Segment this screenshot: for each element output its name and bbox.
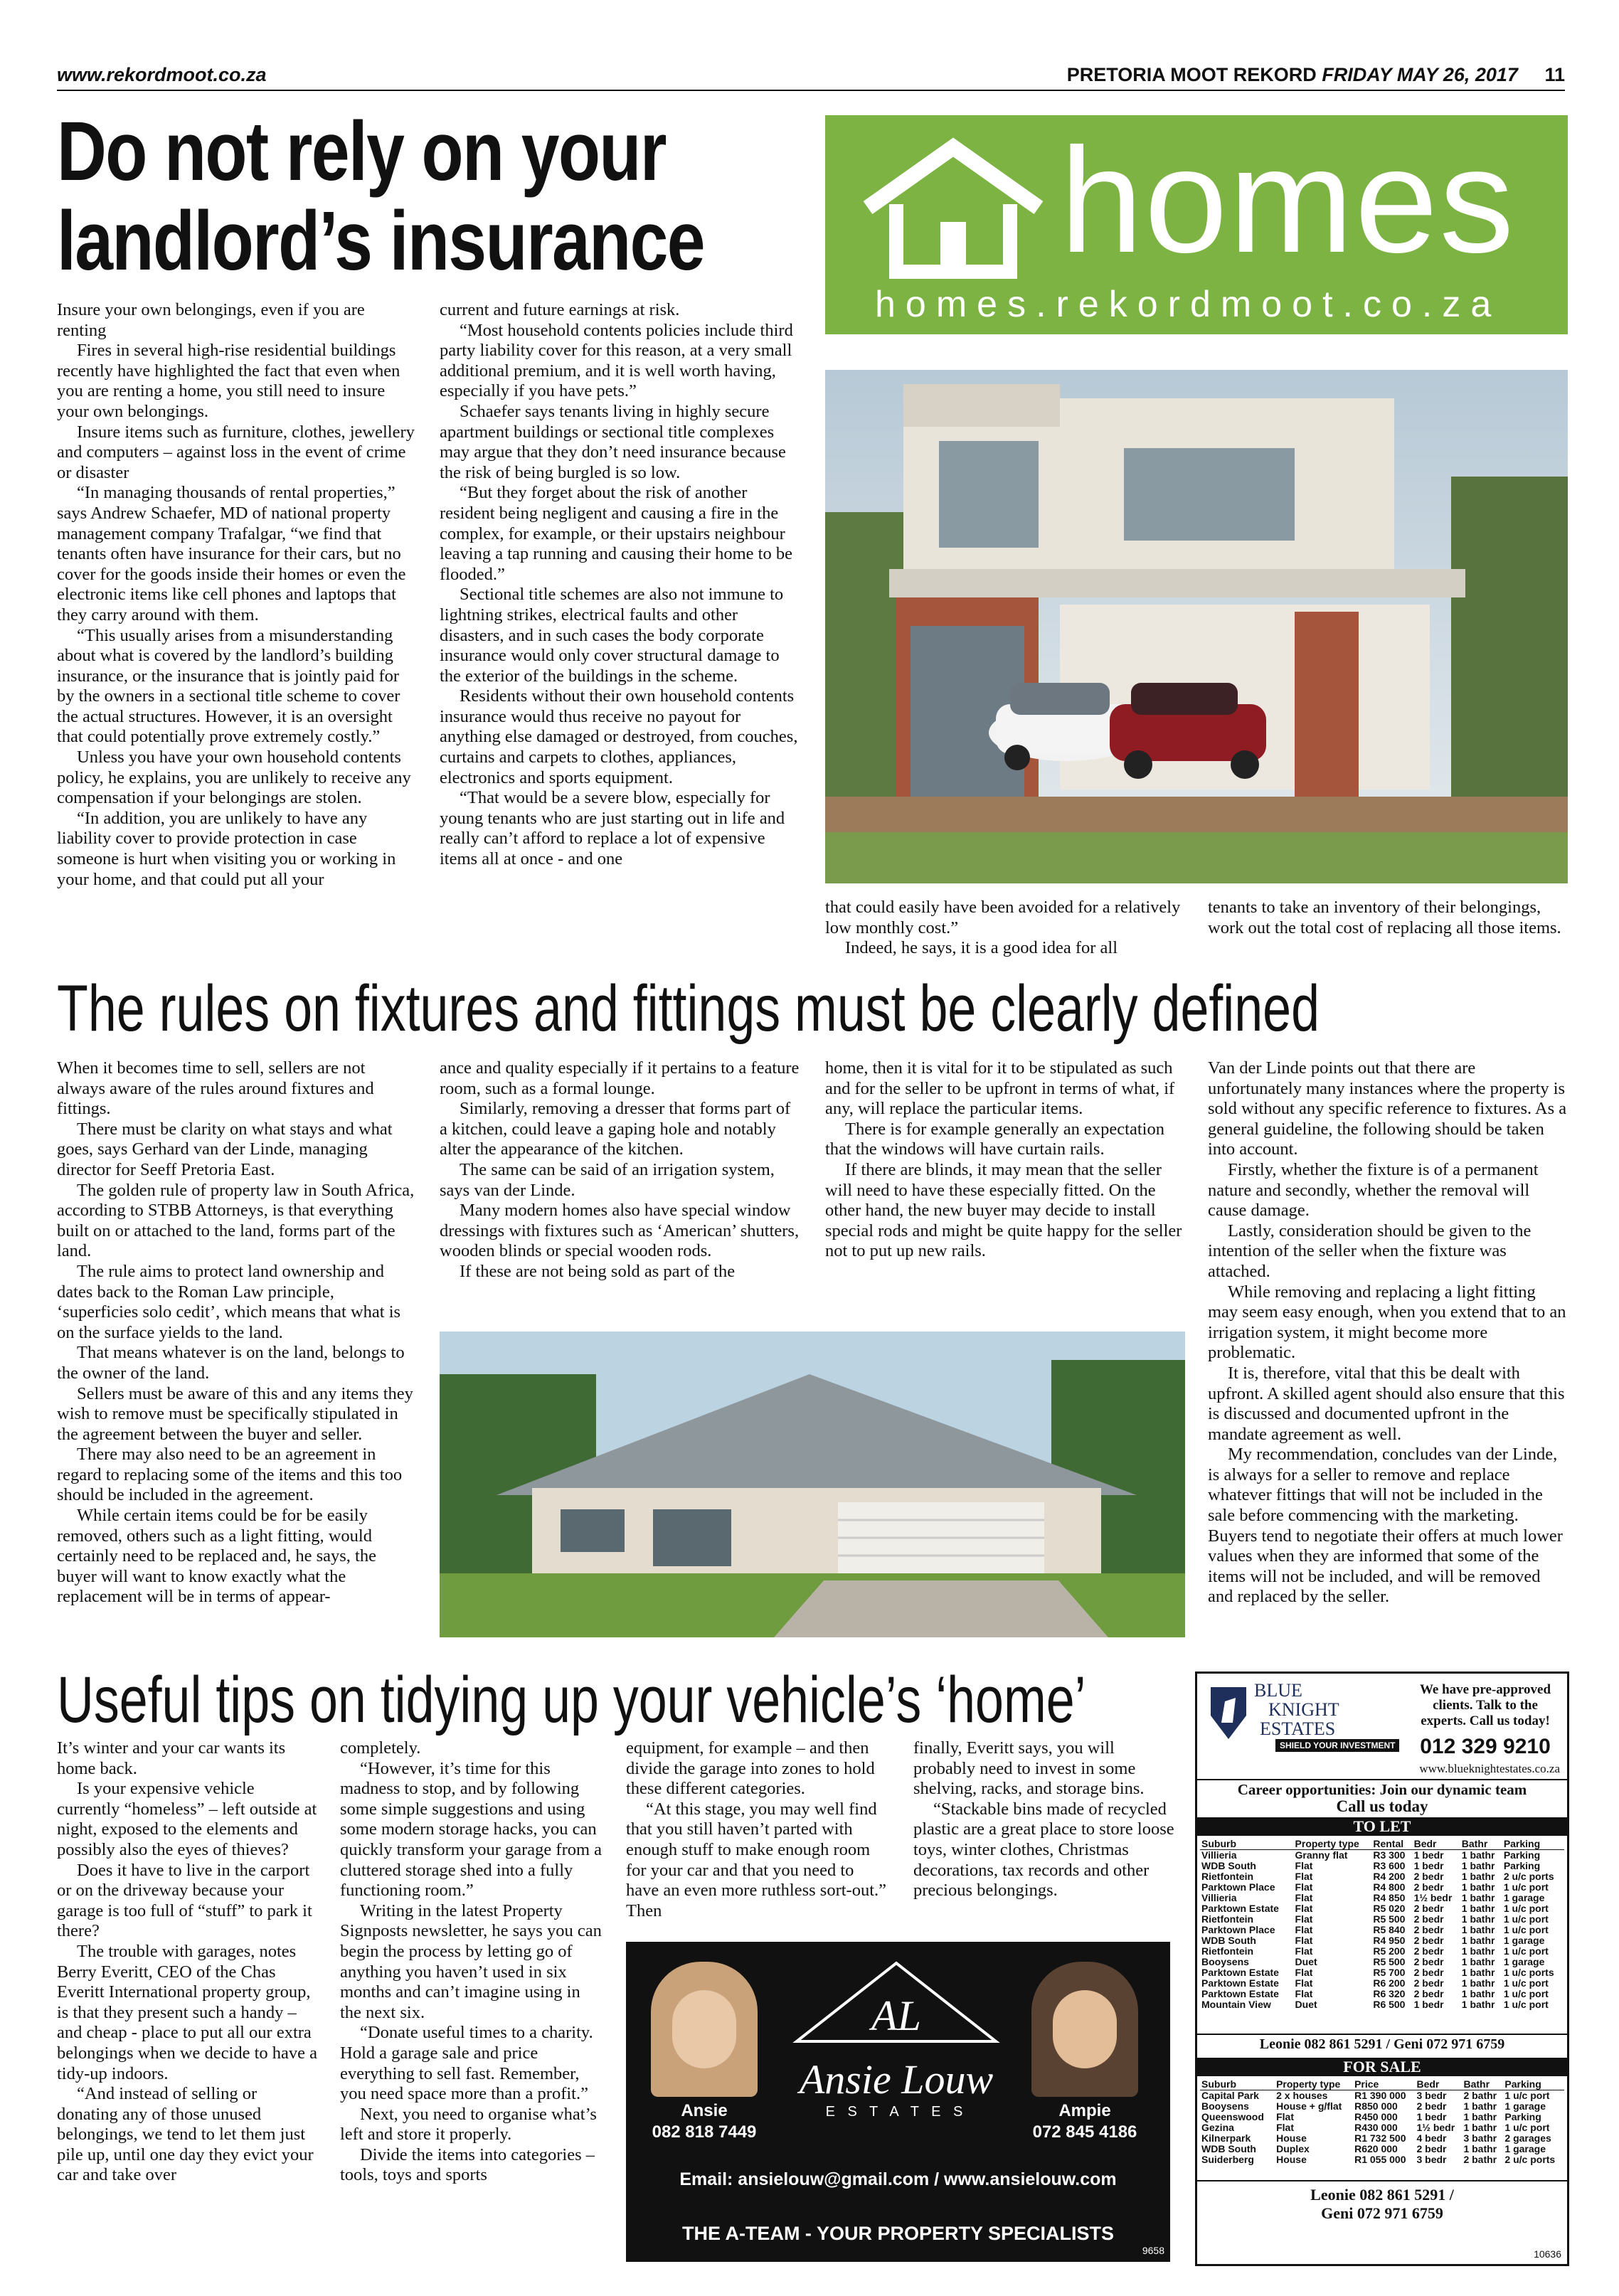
agent-photo-ansie — [651, 1962, 758, 2097]
to-let-table — [1200, 1839, 1564, 2010]
blue-knight-logo: BLUE KNIGHT ESTATES — [1254, 1680, 1339, 1739]
table-cell: 1 u/c port — [1503, 1977, 1549, 1989]
table-cell: R5 020 — [1373, 1903, 1406, 1914]
table-cell: 1 u/c port — [1503, 1988, 1549, 1999]
table-cell: R1 732 500 — [1354, 2132, 1406, 2144]
table-cell: R4 950 — [1373, 1935, 1406, 1946]
to-let-header: Rental — [1371, 1839, 1412, 1850]
table-row — [1200, 1893, 1564, 1903]
table-cell: Mountain View — [1201, 1999, 1271, 2010]
table-cell: 1 bathr — [1461, 1967, 1495, 1978]
table-cell: Parktown Place — [1201, 1924, 1275, 1935]
table-cell: Parktown Place — [1201, 1881, 1275, 1893]
article1-column-1: Insure your own belongings, even if you are renting Fires in several high-rise residential buildings recently have highlighted the fact that even when you are renting a home, you still need to insure your own belongings. Insure items such as furniture, clothes, jewellery and computers – against loss in the event of crime or disaster “In managing thousands of rental properties,” says Andrew Schaefer, MD of national property management company Trafalgar, “we find that tenants often have insurance for their cars, but no cover for the goods inside their homes or even the electronic items like cell phones and laptops that they carry around with them. “This usually arises from a misunderstanding about what is covered by the landlord’s building insurance, or the insurance that is jointly paid for by the owners in a sectional title scheme to cover the actual structures. However, it is an oversight that could potentially prove extremely costly.” Unless you have your own household contents policy, he explains, you are unlikely to receive any compensation if your belongings are stolen. “In addition, you are unlikely to have any liability cover to provide protection in case someone is hurt when visiting you or working in your home, and that could put all your — [57, 300, 415, 889]
website-url[interactable]: www.rekordmoot.co.za — [57, 64, 267, 85]
table-cell: R1 055 000 — [1354, 2154, 1406, 2165]
table-cell: Duet — [1295, 1956, 1317, 1967]
table-cell: Parking — [1504, 2111, 1541, 2122]
table-cell: 1 bathr — [1461, 1913, 1495, 1925]
table-cell: Flat — [1295, 1860, 1313, 1871]
table-cell: Booysens — [1201, 2100, 1249, 2112]
table-cell: House — [1276, 2154, 1307, 2165]
table-cell: Rietfontein — [1201, 1913, 1254, 1925]
table-cell: R6 200 — [1373, 1977, 1406, 1989]
to-let-header: Property type — [1294, 1839, 1372, 1850]
table-cell: Flat — [1295, 1977, 1313, 1989]
table-cell: WDB South — [1201, 1935, 1256, 1946]
table-cell: Parktown Estate — [1201, 1977, 1279, 1989]
table-cell: 1 garage — [1503, 1935, 1545, 1946]
table-cell: 1 bedr — [1416, 2111, 1447, 2122]
table-cell: 1½ bedr — [1413, 1892, 1453, 1903]
table-cell: 1 bathr — [1461, 1860, 1495, 1871]
table-cell: 1 bathr — [1463, 2143, 1497, 2154]
table-cell: R4 850 — [1373, 1892, 1406, 1903]
table-cell: 1 u/c ports — [1503, 1967, 1554, 1978]
table-row — [1200, 1989, 1564, 1999]
table-row — [1200, 2144, 1564, 2154]
article1-headline — [57, 107, 815, 286]
article1-column-4: tenants to take an inventory of their belongings, work out the total cost of replacing all those items. — [1208, 898, 1561, 937]
table-cell: 2 bedr — [1413, 1967, 1444, 1978]
article3-column-1: It’s winter and your car wants its home back. Is your expensive vehicle currently “homeless” – left outside at night, exposed to the elements and possibly also the eyes of thieves? Does it have to live in the carport or on the driveway because your garage is too full of “stuff” to park it there? The trouble with garages, notes Berry Everitt, CEO of the Chas Everitt International property group, is that they present such a handy – and cheap - place to put all our extra belongings when we decide to have a tidy-up indoors. “And instead of selling or donating any of those unused belongings, we tend to let them just pile up, until one day they evict your car and take over — [57, 1738, 318, 2185]
table-cell: Duet — [1295, 1999, 1317, 2010]
table-cell: 1 bathr — [1461, 1881, 1495, 1893]
table-row — [1200, 2112, 1564, 2122]
ad-code: 10636 — [1534, 2248, 1561, 2260]
for-sale-title: FOR SALE — [1197, 2058, 1567, 2076]
table-cell: Flat — [1295, 1871, 1313, 1882]
table-cell: 2 u/c ports — [1504, 2154, 1556, 2165]
table-row — [1200, 1850, 1564, 1861]
table-cell: 1 bathr — [1461, 1988, 1495, 1999]
table-cell: 1 bathr — [1461, 1935, 1495, 1946]
table-cell: 2 bedr — [1413, 1913, 1444, 1925]
table-cell: 2 bathr — [1463, 2090, 1497, 2101]
table-cell: 1½ bedr — [1416, 2122, 1455, 2133]
article3-column-4: finally, Everitt says, you will probably need to invest in some shelving, racks, and storage bins. “Stackable bins made of recycled plastic are a great place to store loose toys, winter clothes, Christmas decorations, tax records and other precious belongings. — [913, 1738, 1174, 1901]
table-cell: 2 bedr — [1413, 1956, 1444, 1967]
table-cell: 2 bedr — [1413, 1988, 1444, 1999]
table-cell: Rietfontein — [1201, 1871, 1254, 1882]
to-let-header: Parking — [1502, 1839, 1564, 1850]
article2-headline: The rules on fixtures and fittings must be clearly defined — [57, 972, 1320, 1045]
headline-line-2: landlord’s insurance — [57, 194, 704, 288]
for-sale-header: Price — [1353, 2079, 1415, 2090]
table-cell: 2 bedr — [1416, 2100, 1447, 2112]
table-row — [1200, 2090, 1564, 2102]
table-cell: 2 u/c ports — [1503, 1871, 1554, 1882]
table-row — [1200, 1882, 1564, 1893]
table-cell: Parktown Estate — [1201, 1967, 1279, 1978]
page-number: 11 — [1544, 64, 1565, 85]
table-cell: Flat — [1295, 1988, 1313, 1999]
table-cell: House + g/flat — [1276, 2100, 1342, 2112]
agent1-phone[interactable]: 082 818 7449 — [652, 2122, 757, 2142]
table-cell: 1 bedr — [1413, 1860, 1444, 1871]
table-cell: Duplex — [1276, 2143, 1310, 2154]
table-cell: 1 bathr — [1461, 1849, 1495, 1861]
phone-number[interactable]: 012 329 9210 — [1420, 1735, 1551, 1758]
table-row — [1200, 1999, 1564, 2010]
table-cell: Flat — [1276, 2122, 1294, 2133]
article2-column-1: When it becomes time to sell, sellers are not always aware of the rules around fixtures and fittings. There must be clarity on what stays and what goes, says Gerhard van der Linde, managing director for Seeff Pretoria East. The golden rule of property law in South Africa, according to STBB Attorneys, is that everything built on or attached to the land, forms part of the land. The rule aims to protect land ownership and dates back to the Roman Law principle, ‘superficies solo cedit’, which means that what is on the surface yields to the land. That means whatever is on the land, belongs to the owner of the land. Sellers must be aware of this and any items they wish to remove must be specifically stipulated in the agreement between the buyer and seller. There may also need to be an agreement in regard to replacing some of the items and this too should be included in the agreement. While certain items could be for be easily removed, others such as a light fitting, would certainly need to be replaced and, he says, the buyer will want to know exactly what the replacement will be in terms of appear- — [57, 1058, 415, 1607]
table-cell: 1 garage — [1503, 1956, 1545, 1967]
table-row — [1200, 1903, 1564, 1914]
article3-headline: Useful tips on tidying up your vehicle’s ‘home’ — [57, 1664, 1086, 1736]
article3-column-3: equipment, for example – and then divide the garage into zones to hold these different categories. “At this stage, you may well find that you still haven’t parted with enough stuff to make enough room for your car and that you need to have an even more ruthless sort-out.” Then — [626, 1738, 887, 1920]
table-cell: 1 bathr — [1461, 1892, 1495, 1903]
table-cell: 1 u/c port — [1504, 2090, 1550, 2101]
agent2-phone[interactable]: 072 845 4186 — [1032, 2122, 1137, 2142]
table-cell: 1 u/c port — [1503, 1999, 1549, 2010]
table-cell: R1 390 000 — [1354, 2090, 1406, 2101]
table-cell: 3 bedr — [1416, 2090, 1447, 2101]
table-cell: R450 000 — [1354, 2111, 1398, 2122]
table-cell: 2 bedr — [1413, 1881, 1444, 1893]
article2-column-3: home, then it is vital for it to be stipulated as such and for the seller to be upfront in terms of what, if any, will replace the particular items. There is for example generally an expectation that the windows will have curtain rails. If there are blinds, it may mean that the seller will need to have these especially fitted. On the other hand, the new buyer may decide to install special rods and might be quite happy for the seller not to put up new rails. — [825, 1058, 1182, 1261]
table-cell: 1 bathr — [1461, 1956, 1495, 1967]
table-row — [1200, 1861, 1564, 1871]
table-cell: 1 u/c port — [1504, 2122, 1550, 2133]
table-cell: Gezina — [1201, 2122, 1234, 2133]
table-cell: 1 bathr — [1461, 1999, 1495, 2010]
table-cell: R5 500 — [1373, 1913, 1406, 1925]
knight-shield-icon — [1207, 1684, 1250, 1740]
table-cell: 1 bedr — [1413, 1999, 1444, 2010]
table-cell: 1 garage — [1504, 2100, 1546, 2112]
blue-knight-advert[interactable] — [1195, 1671, 1569, 2266]
table-cell: Parktown Estate — [1201, 1988, 1279, 1999]
table-cell: Flat — [1295, 1903, 1313, 1914]
table-cell: Parking — [1503, 1860, 1541, 1871]
for-sale-contact[interactable]: Leonie 082 861 5291 / Geni 072 971 6759 — [1310, 2186, 1454, 2222]
table-cell: R3 600 — [1373, 1860, 1406, 1871]
table-cell: 2 bathr — [1463, 2154, 1497, 2165]
for-sale-header: Parking — [1503, 2079, 1564, 2090]
table-row — [1200, 1957, 1564, 1967]
table-cell: R430 000 — [1354, 2122, 1398, 2133]
table-cell: Flat — [1295, 1892, 1313, 1903]
table-row — [1200, 1871, 1564, 1882]
table-cell: 2 bedr — [1413, 1903, 1444, 1914]
table-cell: R4 200 — [1373, 1871, 1406, 1882]
article1-column-2: current and future earnings at risk. “Most household contents policies include third party liability cover for this reason, at a very small additional premium, and it is well worth having, especially if you have pets.” Schaefer says tenants living in highly secure apartment buildings or sectional title complexes may argue that they don’t need insurance because the risk of being burgled is so low. “But they forget about the risk of another resident being negligent and causing a fire in the complex, for example, or their upstairs neighbour leaving a tap running and causing their home to be flooded.” Sectional title schemes are also not immune to lightning strikes, electrical faults and other disasters, and in such cases the body corporate insurance would only cover structural damage to the exterior of the buildings in the scheme. Residents without their own household contents insurance would thus receive no payout for anything else damaged or destroyed, from couches, curtains and carpets to clothes, appliances, electronics and sports equipment. “That would be a severe blow, especially for young tenants who are just starting out in life and really can’t afford to replace a lot of expensive items all at once - and one — [440, 300, 798, 869]
table-cell: House — [1276, 2132, 1307, 2144]
table-cell: 1 garage — [1504, 2143, 1546, 2154]
table-row — [1200, 1967, 1564, 1978]
table-row — [1200, 2122, 1564, 2133]
table-cell: Flat — [1276, 2111, 1294, 2122]
table-row — [1200, 1914, 1564, 1925]
issue-date: FRIDAY MAY 26, 2017 — [1322, 64, 1518, 85]
to-let-title: TO LET — [1197, 1817, 1567, 1836]
table-cell: WDB South — [1201, 1860, 1256, 1871]
to-let-contact[interactable]: Leonie 082 861 5291 / Geni 072 971 6759 — [1259, 2036, 1505, 2052]
agent2-name: Ampie — [1058, 2101, 1111, 2120]
table-cell: 2 bedr — [1416, 2143, 1447, 2154]
table-cell: 1 garage — [1503, 1892, 1545, 1903]
table-cell: R5 200 — [1373, 1945, 1406, 1957]
divider — [1197, 1779, 1567, 1780]
tagline: SHIELD YOUR INVESTMENT — [1275, 1739, 1399, 1752]
table-cell: 1 bathr — [1461, 1977, 1495, 1989]
contact-email[interactable]: Email: ansielouw@gmail.com / www.ansielouw.com — [679, 2169, 1117, 2189]
homes-wordmark: homes — [1060, 117, 1516, 284]
for-sale-header: Suburb — [1200, 2079, 1275, 2090]
table-cell: 1 u/c port — [1503, 1903, 1549, 1914]
table-cell: 2 bedr — [1413, 1924, 1444, 1935]
paper-name: PRETORIA MOOT REKORD — [1066, 64, 1317, 85]
to-let-header: Suburb — [1200, 1839, 1294, 1850]
table-cell: Villieria — [1201, 1849, 1237, 1861]
careers-text: Career opportunities: Join our dynamic team Call us today — [1237, 1781, 1527, 1815]
table-cell: 1 bathr — [1463, 2122, 1497, 2133]
table-cell: 1 bathr — [1463, 2111, 1497, 2122]
to-let-header: Bathr — [1460, 1839, 1502, 1850]
table-cell: 3 bedr — [1416, 2154, 1447, 2165]
table-cell: 2 bedr — [1413, 1945, 1444, 1957]
table-cell: Flat — [1295, 1935, 1313, 1946]
table-cell: R4 800 — [1373, 1881, 1406, 1893]
table-cell: Parktown Estate — [1201, 1903, 1279, 1914]
agent1-name: Ansie — [681, 2101, 728, 2120]
article2-column-2: ance and quality especially if it pertains to a feature room, such as a formal lounge. Similarly, removing a dresser that forms part of a kitchen, could leave a gaping hole and notably alter the appearance of the kitchen. The same can be said of an irrigation system, says van der Linde. Many modern homes also have special window dressings with fixtures such as ‘American’ shutters, wooden blinds or special wooden rods. If these are not being sold as part of the — [440, 1058, 800, 1281]
table-cell: R5 500 — [1373, 1956, 1406, 1967]
table-cell: Villieria — [1201, 1892, 1237, 1903]
table-cell: R850 000 — [1354, 2100, 1398, 2112]
table-cell: R5 840 — [1373, 1924, 1406, 1935]
brand-name: Ansie Louw — [799, 2056, 994, 2103]
table-cell: Flat — [1295, 1881, 1313, 1893]
table-row — [1200, 1925, 1564, 1935]
website[interactable]: www.blueknightestates.co.za — [1419, 1762, 1560, 1775]
headline-line-1: Do not rely on your — [57, 105, 666, 198]
for-sale-table — [1200, 2079, 1564, 2165]
table-cell: Queenswood — [1201, 2111, 1264, 2122]
for-sale-header: Bathr — [1462, 2079, 1503, 2090]
table-cell: Suiderberg — [1201, 2154, 1254, 2165]
table-cell: R3 300 — [1373, 1849, 1406, 1861]
homes-url[interactable]: homes.rekordmoot.co.za — [875, 284, 1502, 325]
table-cell: 2 bedr — [1413, 1977, 1444, 1989]
table-cell: 1 bathr — [1461, 1924, 1495, 1935]
page-header — [57, 61, 1565, 91]
for-sale-header: Bedr — [1415, 2079, 1462, 2090]
table-row — [1200, 2154, 1564, 2165]
article2-column-4: Van der Linde points out that there are unfortunately many instances where the property is sold without any specific reference to fixtures. As a general guideline, the following should be taken into account. Firstly, whether the fixture is of a permanent nature and secondly, whether the removal will cause damage. Lastly, consideration should be given to the intention of the seller when the fixture was attached. While removing and replacing a light fitting may seem easy enough, when you extend that to an irrigation system, it might become more problematic. It is, therefore, vital that this be dealt with upfront. A skilled agent should also ensure that this is discussed and documented upfront in the mandate agreement as well. My recommendation, concludes van der Linde, is always for a seller to remove and replace whatever fittings that will not be included in the sale before commencing with the marketing. Buyers tend to negotiate their offers at much lower values when they are informed that some of the items will not be included, and will be removed and replaced by the seller. — [1208, 1058, 1567, 1607]
table-cell: 2 garages — [1504, 2132, 1551, 2144]
table-cell: Kilnerpark — [1201, 2132, 1251, 2144]
table-cell: R5 700 — [1373, 1967, 1406, 1978]
table-cell: Flat — [1295, 1924, 1313, 1935]
table-cell: Flat — [1295, 1913, 1313, 1925]
table-cell: Flat — [1295, 1967, 1313, 1978]
table-cell: 1 bedr — [1413, 1849, 1444, 1861]
house-photo-modern — [825, 370, 1568, 883]
table-cell: Granny flat — [1295, 1849, 1348, 1861]
table-cell: 3 bathr — [1463, 2132, 1497, 2144]
table-cell: R6 320 — [1373, 1988, 1406, 1999]
table-cell: 4 bedr — [1416, 2132, 1447, 2144]
table-row — [1200, 2133, 1564, 2144]
table-row — [1200, 2101, 1564, 2112]
table-cell: WDB South — [1201, 2143, 1256, 2154]
table-cell: 1 bathr — [1461, 1871, 1495, 1882]
table-row — [1200, 1935, 1564, 1946]
table-cell: Capital Park — [1201, 2090, 1259, 2101]
ad-code: 9658 — [1142, 2245, 1164, 2256]
for-sale-header: Property type — [1275, 2079, 1353, 2090]
table-row — [1200, 1978, 1564, 1989]
homes-banner[interactable] — [825, 115, 1568, 334]
ansie-louw-advert[interactable] — [626, 1942, 1170, 2262]
house-outline-icon — [861, 137, 1046, 279]
house-photo-single-storey — [440, 1332, 1185, 1637]
article3-column-2: completely. “However, it’s time for this madness to stop, and by following some simple suggestions and using some modern storage hacks, you can quickly transform your garage from a cluttered storage shed into a fully functioning room.” Writing in the latest Property Signposts newsletter, he says you can begin the process by letting go of anything you haven’t used in six months and can’t imagine using in the next six. “Donate useful times to a charity. Hold a garage sale and price everything to sell fast. Remember, you need space more than a profit.” Next, you need to organise what’s left and store it properly. Divide the items into categories – tools, toys and sports — [340, 1738, 603, 2185]
table-cell: 1 u/c port — [1503, 1913, 1549, 1925]
brand-sub: E S T A T E S — [825, 2104, 967, 2120]
table-cell: 2 bedr — [1413, 1935, 1444, 1946]
table-cell: 1 bathr — [1461, 1903, 1495, 1914]
table-cell: Flat — [1295, 1945, 1313, 1957]
table-cell: 1 u/c port — [1503, 1945, 1549, 1957]
slogan: THE A-TEAM - YOUR PROPERTY SPECIALISTS — [681, 2223, 1115, 2244]
table-cell: Parking — [1503, 1849, 1541, 1861]
table-row — [1200, 1946, 1564, 1957]
table-cell: R6 500 — [1373, 1999, 1406, 2010]
agent-photo-ampie — [1031, 1962, 1138, 2097]
table-cell: 2 bedr — [1413, 1871, 1444, 1882]
table-cell: 2 x houses — [1276, 2090, 1328, 2101]
monogram: AL — [871, 1992, 922, 2039]
pitch-text: We have pre-approved clients. Talk to the experts. Call us today! — [1419, 1682, 1551, 1728]
table-cell: 1 u/c port — [1503, 1924, 1549, 1935]
to-let-header: Bedr — [1413, 1839, 1460, 1850]
table-cell: R620 000 — [1354, 2143, 1398, 2154]
table-cell: Booysens — [1201, 1956, 1249, 1967]
table-cell: Rietfontein — [1201, 1945, 1254, 1957]
article1-column-3: that could easily have been avoided for a relatively low monthly cost.” Indeed, he says, it is a good idea for all — [825, 898, 1181, 958]
masthead-info — [1067, 64, 1565, 86]
table-cell: 1 u/c port — [1503, 1881, 1549, 1893]
table-cell: 1 bathr — [1463, 2100, 1497, 2112]
table-cell: 1 bathr — [1461, 1945, 1495, 1957]
